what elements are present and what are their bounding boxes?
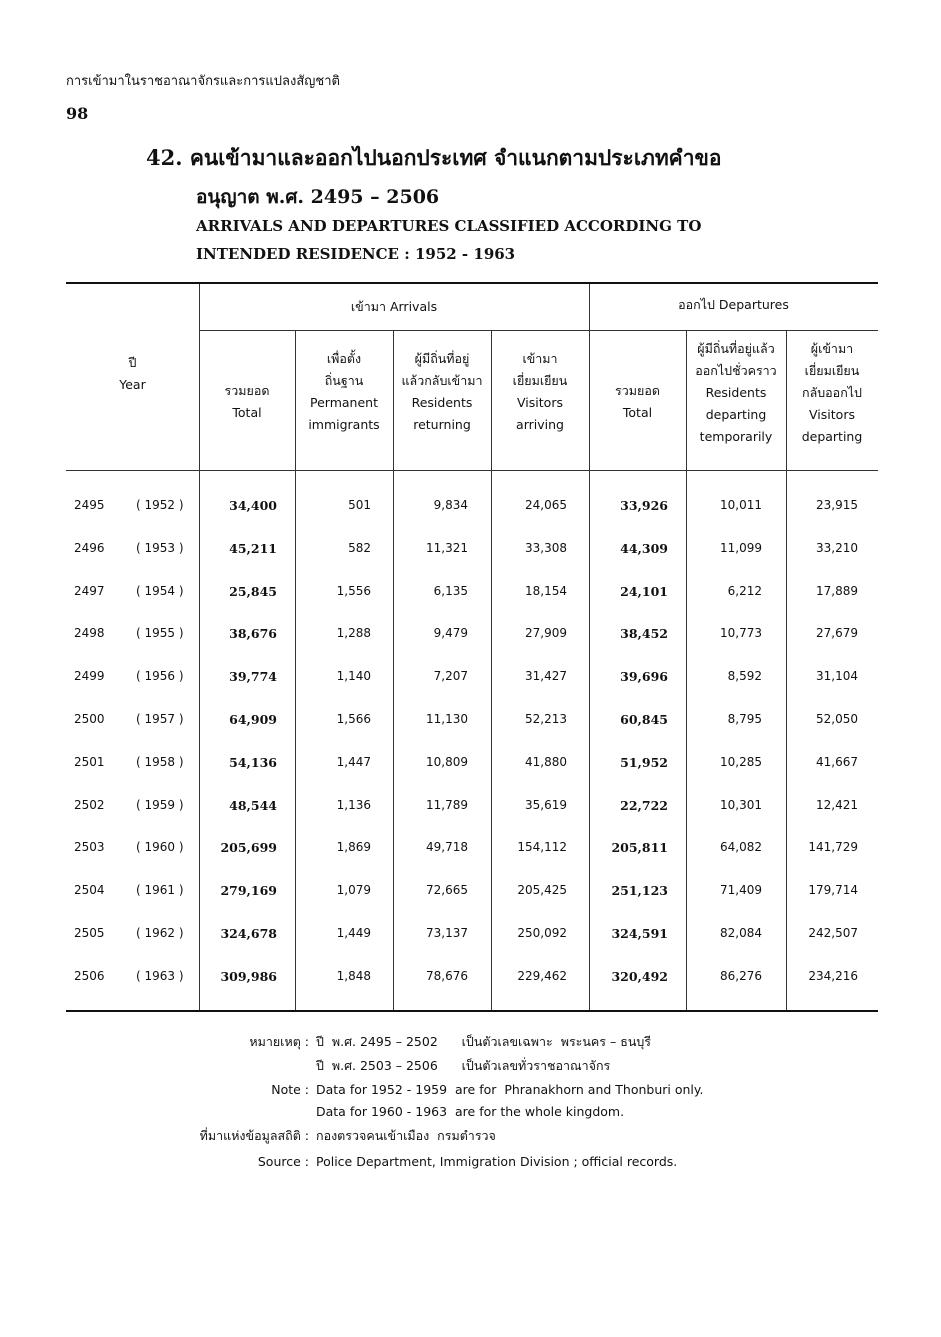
header-bottom-rule: [66, 470, 878, 471]
cell-permanent-immigrants: 1,556: [336, 583, 371, 598]
cell-year-be: 2503: [74, 840, 105, 855]
cell-residents-returning: 72,665: [426, 883, 468, 898]
cell-visitors-arriving: 41,880: [525, 754, 567, 769]
cell-year-be: 2506: [74, 968, 105, 983]
table-title-english: [196, 212, 701, 268]
cell-year-be: 2497: [74, 583, 105, 598]
cell-visitors-departing: 52,050: [816, 712, 858, 726]
cell-arrivals-total: 45,211: [229, 540, 277, 556]
cell-residents-departing: 71,409: [720, 883, 762, 898]
cell-residents-returning: 6,135: [433, 583, 468, 598]
cell-residents-departing: 10,301: [720, 797, 762, 812]
cell-arrivals-total: 25,845: [229, 583, 277, 599]
col-header-visitors-arriving: เข้ามา เยี่ยมเยียน Visitors arriving: [512, 351, 568, 432]
cell-year-be: 2499: [74, 669, 105, 684]
cell-visitors-departing: 234,216: [808, 968, 858, 983]
cell-year-ad: ( 1953 ): [136, 540, 184, 555]
cell-permanent-immigrants: 1,288: [336, 626, 371, 641]
cell-departures-total: 205,811: [611, 840, 668, 856]
cell-departures-total: 39,696: [620, 669, 668, 685]
table-title-thai: 42. คนเข้ามาและออกไปนอกประเทศ จำแนกตามประเภทคำขอ: [146, 145, 722, 170]
cell-year-be: 2504: [74, 883, 105, 898]
table-bottom-rule: [66, 1010, 878, 1012]
source-thai: กองตรวจคนเข้าเมือง กรมตำรวจ: [316, 1128, 496, 1143]
cell-visitors-arriving: 35,619: [525, 797, 567, 812]
cell-visitors-departing: 31,104: [816, 669, 858, 684]
cell-departures-total: 320,492: [611, 968, 668, 984]
note-line1: Data for 1952 - 1959 are for Phranakhorn and Thonburi only.: [316, 1082, 704, 1097]
cell-visitors-arriving: 229,462: [517, 968, 567, 983]
cell-residents-returning: 11,789: [426, 797, 468, 812]
cell-residents-returning: 73,137: [426, 926, 468, 940]
col-header-residents-departing: ผู้มีถิ่นที่อยู่แล้ว ออกไปชั่วคราว Residents departing temporarily: [695, 341, 777, 444]
cell-year-be: 2505: [74, 926, 105, 940]
col-header-departures-total: รวมยอด Total: [615, 383, 660, 420]
cell-visitors-departing: 17,889: [816, 583, 858, 598]
cell-visitors-arriving: 154,112: [517, 840, 567, 855]
cell-arrivals-total: 324,678: [220, 926, 277, 941]
col-header-visitors-departing: ผู้เข้ามา เยี่ยมเยียน กลับออกไป Visitors departing: [801, 341, 863, 444]
col-header-arrivals-total: รวมยอด Total: [224, 383, 270, 420]
cell-visitors-arriving: 250,092: [517, 926, 567, 940]
page-number: 98: [66, 104, 89, 123]
cell-year-ad: ( 1954 ): [136, 583, 184, 598]
title-english-line1: ARRIVALS AND DEPARTURES CLASSIFIED ACCORDING TO: [196, 217, 702, 235]
source-english: Police Department, Immigration Division ; official records.: [316, 1154, 678, 1169]
cell-year-be: 2502: [74, 797, 105, 812]
cell-departures-total: 38,452: [620, 626, 668, 642]
cell-permanent-immigrants: 582: [348, 540, 371, 555]
remark-line1: ปี พ.ศ. 2495 – 2502 เป็นตัวเลขเฉพาะ พระนคร – ธนบุรี: [316, 1034, 652, 1049]
remark-line2: ปี พ.ศ. 2503 – 2506 เป็นตัวเลขทั่วราชอาณาจักร: [316, 1058, 611, 1073]
cell-year-ad: ( 1962 ): [136, 926, 184, 940]
cell-visitors-departing: 41,667: [816, 754, 858, 769]
title-english-line2: INTENDED RESIDENCE : 1952 - 1963: [196, 245, 516, 263]
cell-departures-total: 51,952: [620, 754, 668, 770]
cell-visitors-arriving: 27,909: [525, 626, 567, 641]
cell-residents-returning: 78,676: [426, 968, 468, 983]
cell-year-ad: ( 1957 ): [136, 712, 184, 726]
source-label: Source :: [257, 1154, 309, 1169]
table-title-thai-line2: อนุญาต พ.ศ. 2495 – 2506: [196, 186, 440, 208]
cell-arrivals-total: 48,544: [229, 797, 277, 813]
cell-residents-returning: 11,130: [426, 712, 468, 726]
cell-arrivals-total: 309,986: [220, 968, 277, 984]
cell-residents-departing: 82,084: [720, 926, 762, 940]
cell-residents-departing: 10,011: [720, 498, 762, 512]
cell-visitors-departing: 12,421: [816, 797, 858, 812]
cell-permanent-immigrants: 1,869: [336, 840, 371, 855]
note-label: Note :: [271, 1082, 309, 1097]
notes-block: [0, 1030, 941, 1174]
cell-residents-returning: 49,718: [426, 840, 468, 855]
col-header-year: ปี Year: [119, 355, 146, 392]
group-header-arrivals: เข้ามา Arrivals: [350, 299, 438, 314]
group-header-departures: ออกไป Departures: [678, 297, 789, 312]
cell-permanent-immigrants: 1,566: [336, 712, 371, 726]
table-top-rule: [66, 282, 878, 284]
cell-visitors-arriving: 205,425: [517, 883, 567, 898]
cell-residents-returning: 11,321: [426, 540, 468, 555]
cell-residents-departing: 11,099: [720, 540, 762, 555]
cell-departures-total: 44,309: [620, 540, 668, 556]
cell-departures-total: 251,123: [611, 883, 668, 899]
cell-departures-total: 33,926: [620, 498, 668, 513]
cell-year-ad: ( 1961 ): [136, 883, 184, 898]
cell-permanent-immigrants: 1,079: [336, 883, 371, 898]
col-header-permanent-immigrants: เพื่อตั้ง ถิ่นฐาน Permanent immigrants: [308, 351, 380, 432]
cell-visitors-departing: 242,507: [808, 926, 858, 940]
cell-year-ad: ( 1955 ): [136, 626, 184, 641]
source-thai-label: ที่มาแห่งข้อมูลสถิติ :: [199, 1128, 309, 1143]
cell-visitors-departing: 141,729: [808, 840, 858, 855]
cell-year-be: 2496: [74, 540, 105, 555]
cell-permanent-immigrants: 1,848: [336, 968, 371, 983]
cell-residents-returning: 10,809: [426, 754, 468, 769]
cell-visitors-arriving: 33,308: [525, 540, 567, 555]
cell-year-ad: ( 1959 ): [136, 797, 184, 812]
cell-arrivals-total: 39,774: [229, 669, 277, 685]
cell-permanent-immigrants: 1,136: [336, 797, 371, 812]
cell-year-be: 2498: [74, 626, 105, 641]
cell-year-ad: ( 1958 ): [136, 754, 184, 769]
cell-permanent-immigrants: 1,447: [336, 754, 371, 769]
cell-permanent-immigrants: 501: [348, 498, 371, 512]
cell-year-ad: ( 1960 ): [136, 840, 184, 855]
cell-arrivals-total: 34,400: [229, 498, 277, 513]
cell-residents-departing: 86,276: [720, 968, 762, 983]
cell-year-ad: ( 1963 ): [136, 968, 184, 983]
col-header-residents-returning: ผู้มีถิ่นที่อยู่ แล้วกลับเข้ามา Residents returning: [401, 351, 483, 432]
cell-visitors-arriving: 24,065: [525, 498, 567, 512]
cell-residents-departing: 10,773: [720, 626, 762, 641]
cell-residents-returning: 9,479: [433, 626, 468, 641]
cell-departures-total: 324,591: [611, 926, 668, 941]
cell-residents-returning: 9,834: [433, 498, 468, 512]
cell-arrivals-total: 205,699: [220, 840, 277, 856]
cell-arrivals-total: 54,136: [229, 754, 277, 770]
cell-permanent-immigrants: 1,140: [336, 669, 371, 684]
remark-label: หมายเหตุ :: [249, 1034, 309, 1049]
cell-residents-departing: 6,212: [727, 583, 762, 598]
note-line2: Data for 1960 - 1963 are for the whole kingdom.: [316, 1104, 625, 1119]
cell-arrivals-total: 279,169: [220, 883, 277, 899]
cell-arrivals-total: 38,676: [229, 626, 277, 642]
cell-year-be: 2500: [74, 712, 105, 726]
running-head: การเข้ามาในราชอาณาจักรและการแปลงสัญชาติ: [66, 74, 340, 89]
cell-visitors-departing: 33,210: [816, 540, 858, 555]
cell-visitors-departing: 179,714: [808, 883, 858, 898]
cell-year-ad: ( 1952 ): [136, 498, 184, 512]
cell-departures-total: 24,101: [620, 583, 668, 599]
cell-visitors-arriving: 31,427: [525, 669, 567, 684]
cell-arrivals-total: 64,909: [229, 712, 277, 727]
group-header-rule: [199, 330, 878, 331]
cell-visitors-arriving: 52,213: [525, 712, 567, 726]
cell-year-ad: ( 1956 ): [136, 669, 184, 684]
cell-residents-departing: 64,082: [720, 840, 762, 855]
cell-departures-total: 60,845: [620, 712, 668, 727]
cell-visitors-departing: 27,679: [816, 626, 858, 641]
cell-permanent-immigrants: 1,449: [336, 926, 371, 940]
cell-visitors-arriving: 18,154: [525, 583, 567, 598]
cell-residents-departing: 8,592: [727, 669, 762, 684]
cell-year-be: 2501: [74, 754, 105, 769]
cell-residents-departing: 8,795: [727, 712, 762, 726]
cell-year-be: 2495: [74, 498, 105, 512]
cell-departures-total: 22,722: [620, 797, 668, 813]
cell-residents-returning: 7,207: [433, 669, 468, 684]
cell-residents-departing: 10,285: [720, 754, 762, 769]
cell-visitors-departing: 23,915: [816, 498, 858, 512]
